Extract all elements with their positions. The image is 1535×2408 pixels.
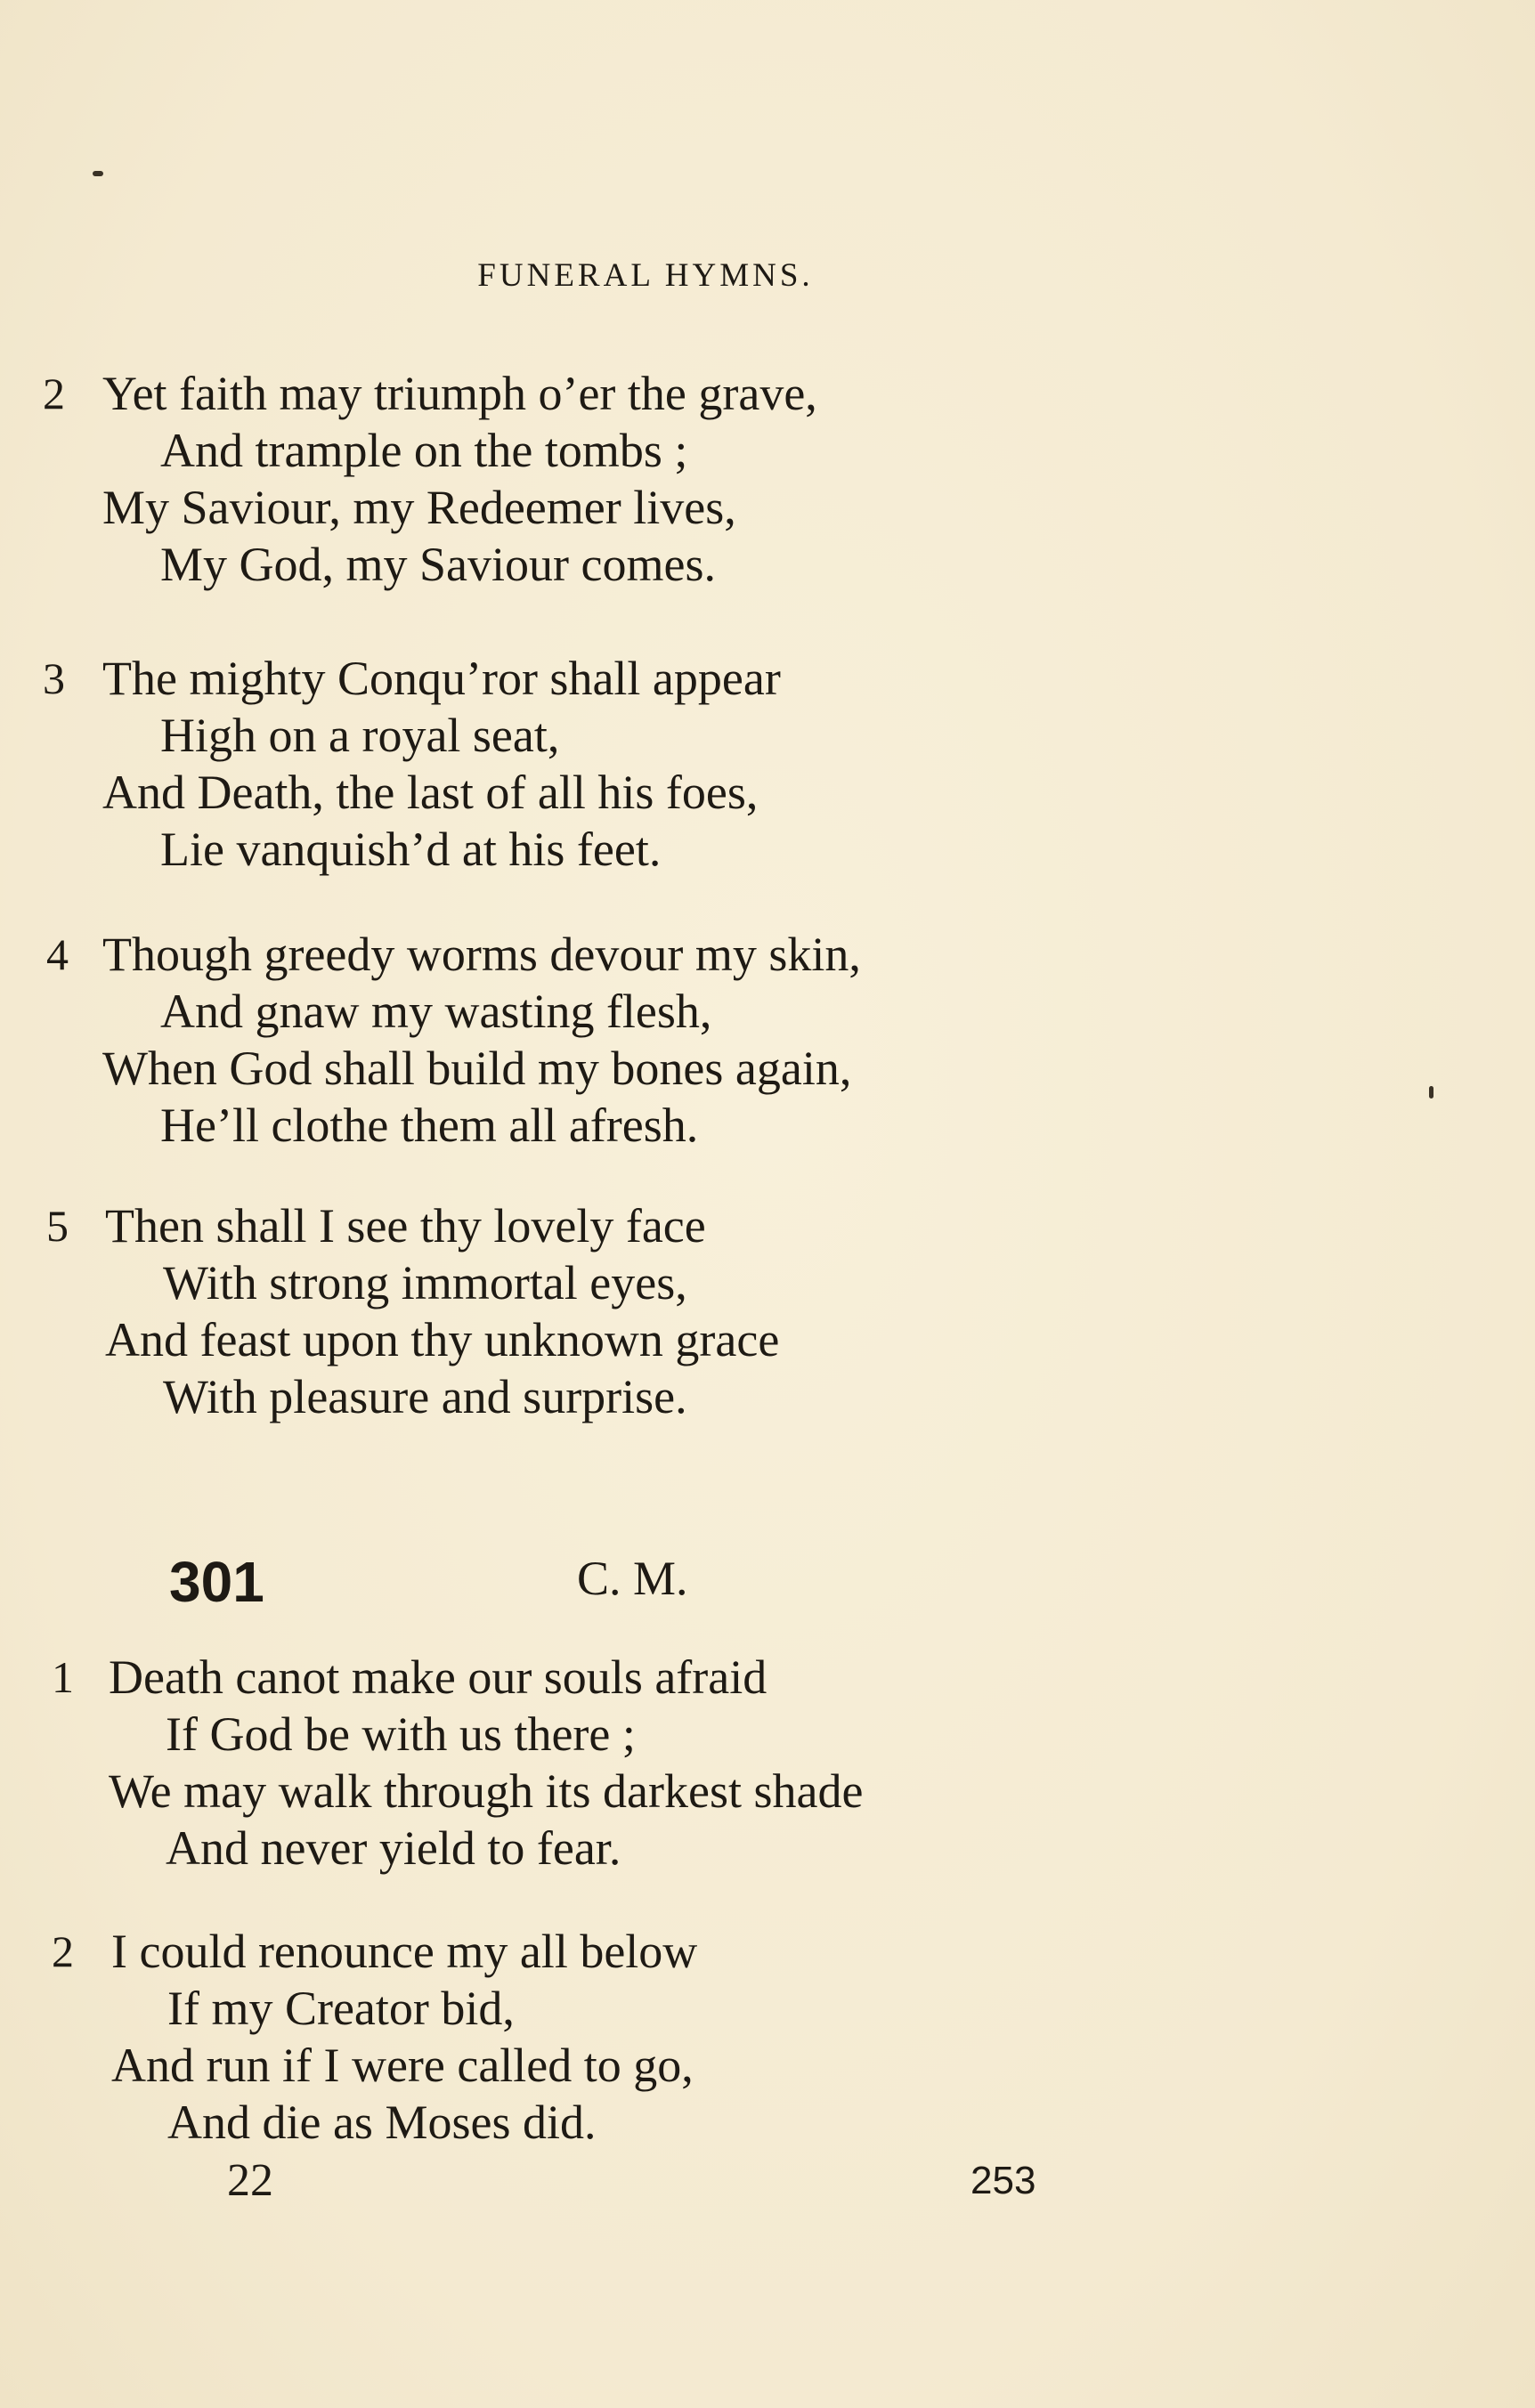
verse-line: With strong immortal eyes,: [163, 1256, 687, 1309]
verse-line: With pleasure and surprise.: [163, 1370, 687, 1423]
verse-line: My Saviour, my Redeemer lives,: [102, 481, 736, 534]
verse-line: The mighty Conqu’ror shall appear: [102, 652, 781, 705]
verse-line: And Death, the last of all his foes,: [102, 766, 759, 819]
verse-line: When God shall build my bones again,: [102, 1042, 852, 1095]
verse-line: Then shall I see thy lovely face: [105, 1199, 706, 1253]
stanza-number: 3: [43, 653, 65, 703]
verse-line: If my Creator bid,: [167, 1982, 515, 2035]
hymn-number: 301: [169, 1550, 264, 1614]
verse-line: And trample on the tombs ;: [160, 424, 688, 477]
verse-line: And die as Moses did.: [167, 2096, 597, 2149]
stanza-number: 4: [46, 929, 69, 979]
page-number: 253: [971, 2159, 1036, 2202]
verse-line: And gnaw my wasting flesh,: [160, 985, 712, 1038]
verse-line: Yet faith may triumph o’er the grave,: [102, 367, 817, 420]
stanza-number: 1: [52, 1652, 74, 1702]
ink-speck: [1429, 1086, 1433, 1099]
verse-line: I could renounce my all below: [111, 1925, 698, 1978]
verse-line: He’ll clothe them all afresh.: [160, 1099, 699, 1152]
verse-line: High on a royal seat,: [160, 709, 560, 762]
verse-line: Death canot make our souls afraid: [109, 1650, 768, 1704]
verse-line: Though greedy worms devour my skin,: [102, 928, 861, 981]
verse-line: And run if I were called to go,: [111, 2039, 694, 2092]
verse-line: And never yield to fear.: [166, 1821, 621, 1875]
verse-line: If God be with us there ;: [166, 1707, 636, 1761]
stanza-number: 2: [52, 1926, 74, 1976]
verse-line: Lie vanquish’d at his feet.: [160, 823, 662, 876]
signature-mark: 22: [227, 2155, 273, 2206]
stanza-number: 5: [46, 1201, 69, 1251]
verse-line: My God, my Saviour comes.: [160, 538, 716, 591]
stanza-number: 2: [43, 369, 65, 418]
verse-line: And feast upon thy unknown grace: [105, 1313, 780, 1366]
verse-line: We may walk through its darkest shade: [109, 1764, 864, 1818]
ink-speck: [93, 171, 103, 176]
hymn-meter: C. M.: [577, 1552, 688, 1605]
running-head: FUNERAL HYMNS.: [477, 257, 814, 294]
